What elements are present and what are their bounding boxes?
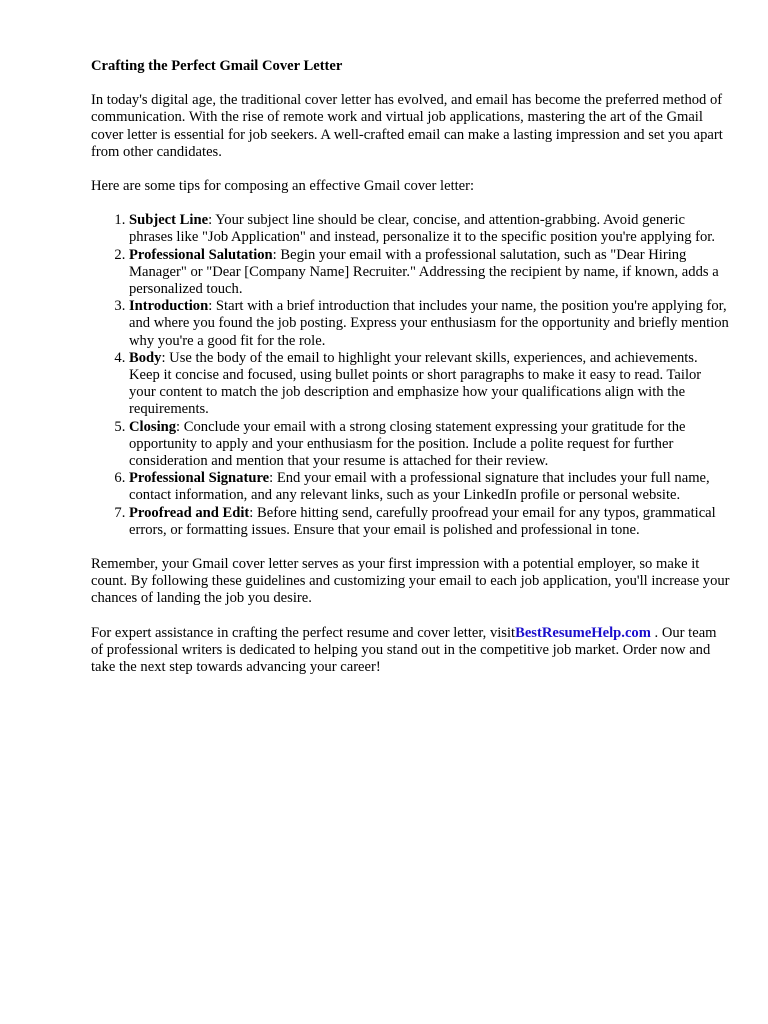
tip-term: Body [129,349,162,366]
closing-text-after-link: . Our team of professional writers is dedicated to helping you stand out in the competitive job market. Order now and take the next step towards advancing your career! [91,624,717,676]
bestresumehelp-link[interactable]: BestResumeHelp.com [515,624,651,641]
tip-item [129,298,731,350]
tip-text: : Use the body of the email to highlight your relevant skills, experiences, and achievements. Keep it concise and focused, using bullet points or short paragraphs to make it easy to read. Tailor your content to match the job description and emphasize how your qualifications align with the requirements. [129,349,702,418]
tip-text: : Your subject line should be clear, concise, and attention-grabbing. Avoid generic phrases like "Job Application" and instead, personalize it to the specific position you're applying for. [129,212,716,246]
tip-text: : Before hitting send, carefully proofread your email for any typos, grammatical errors, or formatting issues. Ensure that your email is polished and professional in tone. [129,504,716,538]
tip-text: : Conclude your email with a strong closing statement expressing your gratitude for the opportunity to apply and your enthusiasm for the position. Include a polite request for further consideration and mention that your resume is attached for their review. [129,418,686,470]
tip-term: Closing [129,418,177,435]
tip-term: Professional Salutation [129,246,273,263]
tip-text: : Begin your email with a professional salutation, such as "Dear Hiring Manager" or "Dear [Company Name] Recruiter." Addressing the recipient by name, if known, adds a personalized touch. [129,246,719,298]
tip-item [129,470,731,504]
tips-intro-paragraph: Here are some tips for composing an effective Gmail cover letter: [91,178,475,195]
tips-list [91,212,731,539]
tip-item [129,419,731,471]
tip-item [129,247,731,299]
tip-item [129,350,731,419]
tip-text: : Start with a brief introduction that includes your name, the position you're applying for, and where you found the job posting. Express your enthusiasm for the opportunity and briefly mention why you're a good fit for the role. [129,298,729,349]
closing-text-before-link: For expert assistance in crafting the perfect resume and cover letter, visit [91,624,516,641]
tip-item [129,505,731,539]
tip-term: Proofread and Edit [129,504,250,521]
tip-text: : End your email with a professional signature that includes your full name, contact information, and any relevant links, such as your LinkedIn profile or personal website. [129,470,710,504]
remember-paragraph: Remember, your Gmail cover letter serves as your first impression with a potential employer, so make it count. By following these guidelines and customizing your email to each job application, you'll increase your chances of landing the job you desire. [91,556,730,607]
document-title: Crafting the Perfect Gmail Cover Letter [91,58,343,74]
document-page [91,58,731,693]
tip-term: Introduction [129,298,209,315]
closing-paragraph [91,625,731,677]
tip-item [129,212,731,246]
tip-term: Professional Signature [129,470,270,487]
tip-term: Subject Line [129,212,209,229]
intro-paragraph: In today's digital age, the traditional cover letter has evolved, and email has become the preferred method of communication. With the rise of remote work and virtual job applications, mastering the art of the Gmail cover letter is essential for job seekers. A well-crafted email can make a lasting impression and set you apart from other candidates. [91,92,723,160]
